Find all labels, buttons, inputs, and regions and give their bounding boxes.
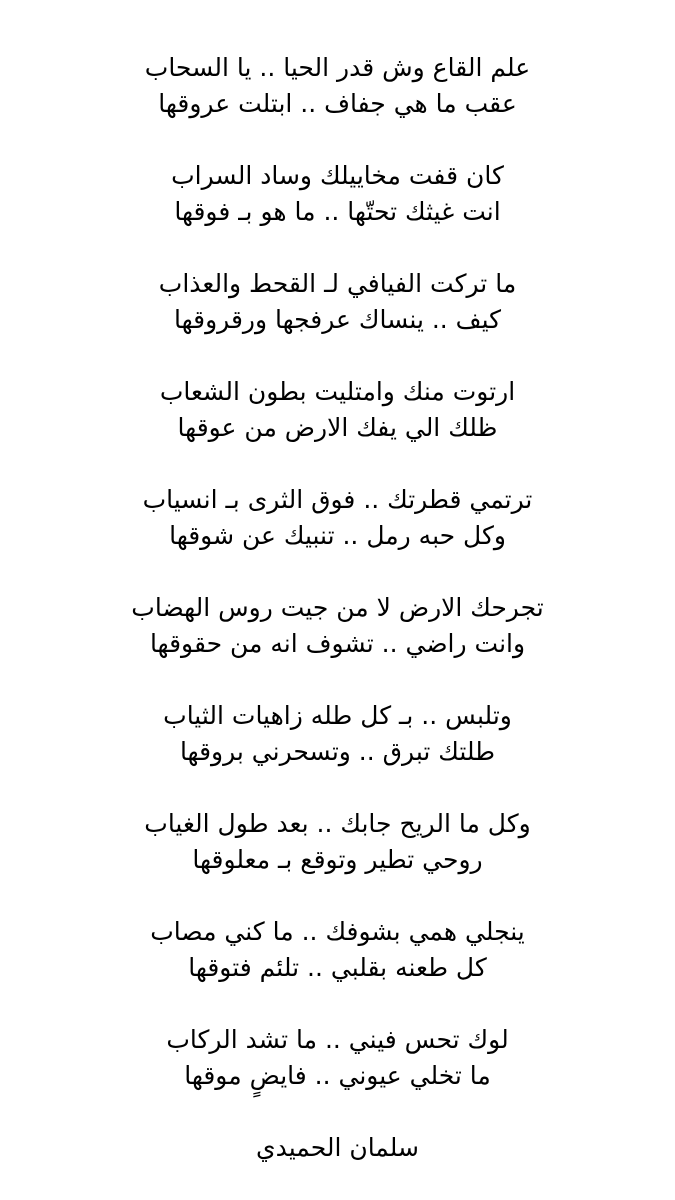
poem-line: ينجلي همي بشوفك .. ما كني مصاب — [150, 917, 525, 946]
poem-line: ارتوت منك وامتليت بطون الشعاب — [159, 377, 516, 406]
stanza-3 — [0, 266, 675, 374]
poem-line: طلتك تبرق .. وتسحرني بروقها — [179, 737, 496, 766]
poem-line: تجرحك الارض لا من جيت روس الهضاب — [131, 593, 544, 622]
stanza-2 — [0, 158, 675, 266]
poem-line: علم القاع وش قدر الحيا .. يا السحاب — [144, 53, 531, 82]
stanza-5 — [0, 482, 675, 590]
poem-line: كيف .. ينساك عرفجها ورقروقها — [173, 305, 502, 334]
poem-line: وانت راضي .. تشوف انه من حقوقها — [149, 629, 526, 658]
poem-line: وكل ما الريح جابك .. بعد طول الغياب — [144, 809, 531, 838]
poem-line: ترتمي قطرتك .. فوق الثرى بـ انسياب — [142, 485, 533, 514]
poem-line: وكل حبه رمل .. تنبيك عن شوقها — [169, 521, 506, 550]
poem-line: ظلك الي يفك الارض من عوقها — [177, 413, 498, 442]
poem-line: ما تركت الفيافي لـ القحط والعذاب — [158, 269, 517, 298]
stanza-9 — [0, 914, 675, 1022]
stanza-8 — [0, 806, 675, 914]
poem-line: كل طعنه بقلبي .. تلئم فتوقها — [188, 953, 487, 982]
poem-line: كان قفت مخاييلك وساد السراب — [171, 161, 504, 190]
stanza-1 — [0, 50, 675, 158]
author-signature: سلمان الحميدي — [256, 1133, 419, 1162]
poem-line: وتلبس .. بـ كل طله زاهيات الثياب — [163, 701, 512, 730]
poem-line: انت غيثك تحتّها .. ما هو بـ فوقها — [174, 197, 501, 226]
poem-line: لوك تحس فيني .. ما تشد الركاب — [166, 1025, 509, 1054]
poem-line: عقب ما هي جفاف .. ابتلت عروقها — [158, 89, 517, 118]
stanza-7 — [0, 698, 675, 806]
stanza-4 — [0, 374, 675, 482]
poem — [0, 50, 675, 1166]
stanza-6 — [0, 590, 675, 698]
poem-line: روحي تطير وتوقع بـ معلوقها — [192, 845, 483, 874]
stanza-10 — [0, 1022, 675, 1130]
poem-line: ما تخلي عيوني .. فايضٍ موقها — [184, 1061, 491, 1090]
